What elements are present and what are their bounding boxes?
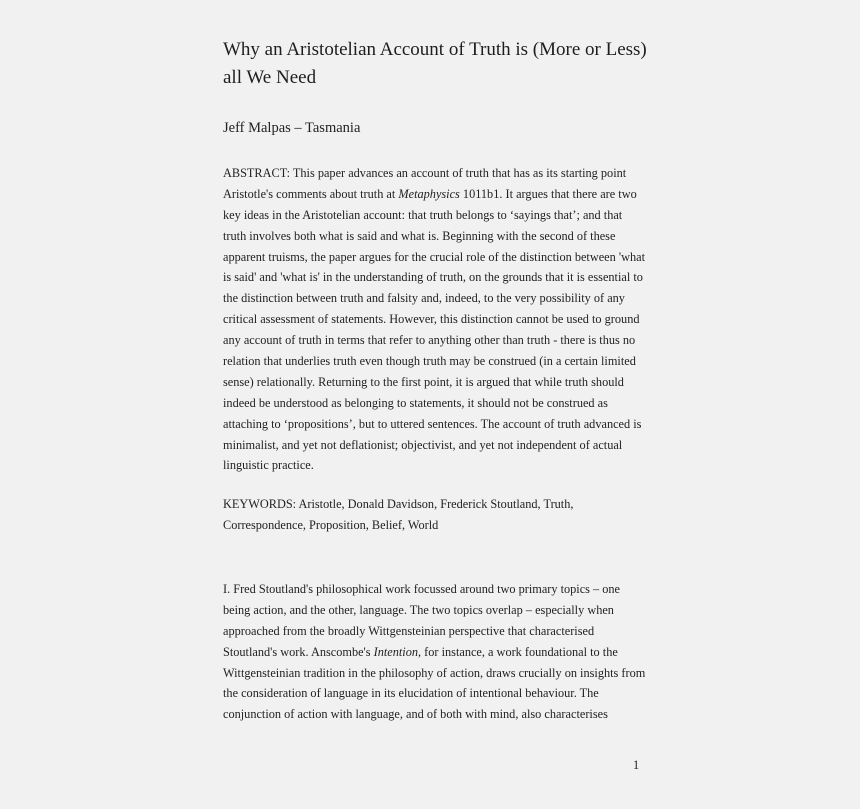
body-text: , for instance, a work foundational to the	[418, 644, 618, 659]
body-line: approached from the broadly Wittgensteinian perspective that characterised	[223, 623, 595, 638]
abstract-line: is said' and 'what is' in the understanding of truth, on the grounds that it is essential to	[223, 270, 643, 285]
title-line-2: all We Need	[223, 67, 317, 88]
body-paragraph	[223, 579, 653, 725]
intention-title: Intention	[373, 644, 419, 659]
abstract-line: linguistic practice.	[223, 458, 314, 473]
keywords-line: KEYWORDS: Aristotle, Donald Davidson, Frederick Stoutland, Truth,	[223, 497, 574, 511]
abstract-line: any account of truth in terms that refer to anything other than truth - there is thus no	[223, 333, 636, 348]
body-text: Stoutland's work. Anscombe's	[223, 644, 374, 659]
body-line: conjunction of action with language, and of both with mind, also characterises	[223, 707, 608, 722]
keywords-line: Correspondence, Proposition, Belief, World	[223, 517, 439, 532]
abstract-line: the distinction between truth and falsity and, indeed, to the very possibility of any	[223, 291, 625, 306]
abstract-line: critical assessment of statements. However, this distinction cannot be used to ground	[223, 312, 640, 327]
body-line: the consideration of language in its elucidation of intentional behaviour. The	[223, 686, 599, 701]
body-line: Wittgensteinian tradition in the philosophy of action, draws crucially on insights from	[223, 665, 646, 680]
abstract-line: key ideas in the Aristotelian account: that truth belongs to ‘sayings that’; and that	[223, 207, 623, 222]
abstract-line: attaching to ‘propositions’, but to uttered sentences. The account of truth advanced is	[223, 416, 642, 431]
abstract-paragraph	[223, 163, 653, 476]
title-line-1: Why an Aristotelian Account of Truth is (More or Less)	[223, 39, 647, 60]
abstract-line: indeed be understood as belonging to statements, it should not be construed as	[223, 395, 608, 410]
body-line	[223, 642, 653, 663]
abstract-line: ABSTRACT: This paper advances an account of truth that has as its starting point	[223, 166, 627, 180]
author-line: Jeff Malpas – Tasmania	[223, 120, 361, 136]
keywords-paragraph	[223, 494, 653, 536]
abstract-text: 1011b1. It argues that there are two	[459, 186, 637, 201]
paper-title	[223, 36, 663, 92]
abstract-text: Aristotle's comments about truth at	[223, 186, 399, 201]
abstract-line	[223, 184, 653, 205]
abstract-line: relation that underlies truth even though truth may be construed (in a certain limited	[223, 354, 636, 369]
abstract-line: sense) relationally. Returning to the first point, it is argued that while truth should	[223, 374, 624, 389]
metaphysics-title: Metaphysics	[398, 186, 460, 201]
abstract-line: truth involves both what is said and what is. Beginning with the second of these	[223, 228, 616, 243]
body-line: being action, and the other, language. The two topics overlap – especially when	[223, 602, 614, 617]
body-line: I. Fred Stoutland's philosophical work focussed around two primary topics – one	[223, 582, 621, 596]
abstract-line: apparent truisms, the paper argues for the crucial role of the distinction between 'what	[223, 249, 645, 264]
abstract-line: minimalist, and yet not deflationist; objectivist, and yet not independent of actual	[223, 437, 623, 452]
page-number: 1	[633, 758, 640, 772]
